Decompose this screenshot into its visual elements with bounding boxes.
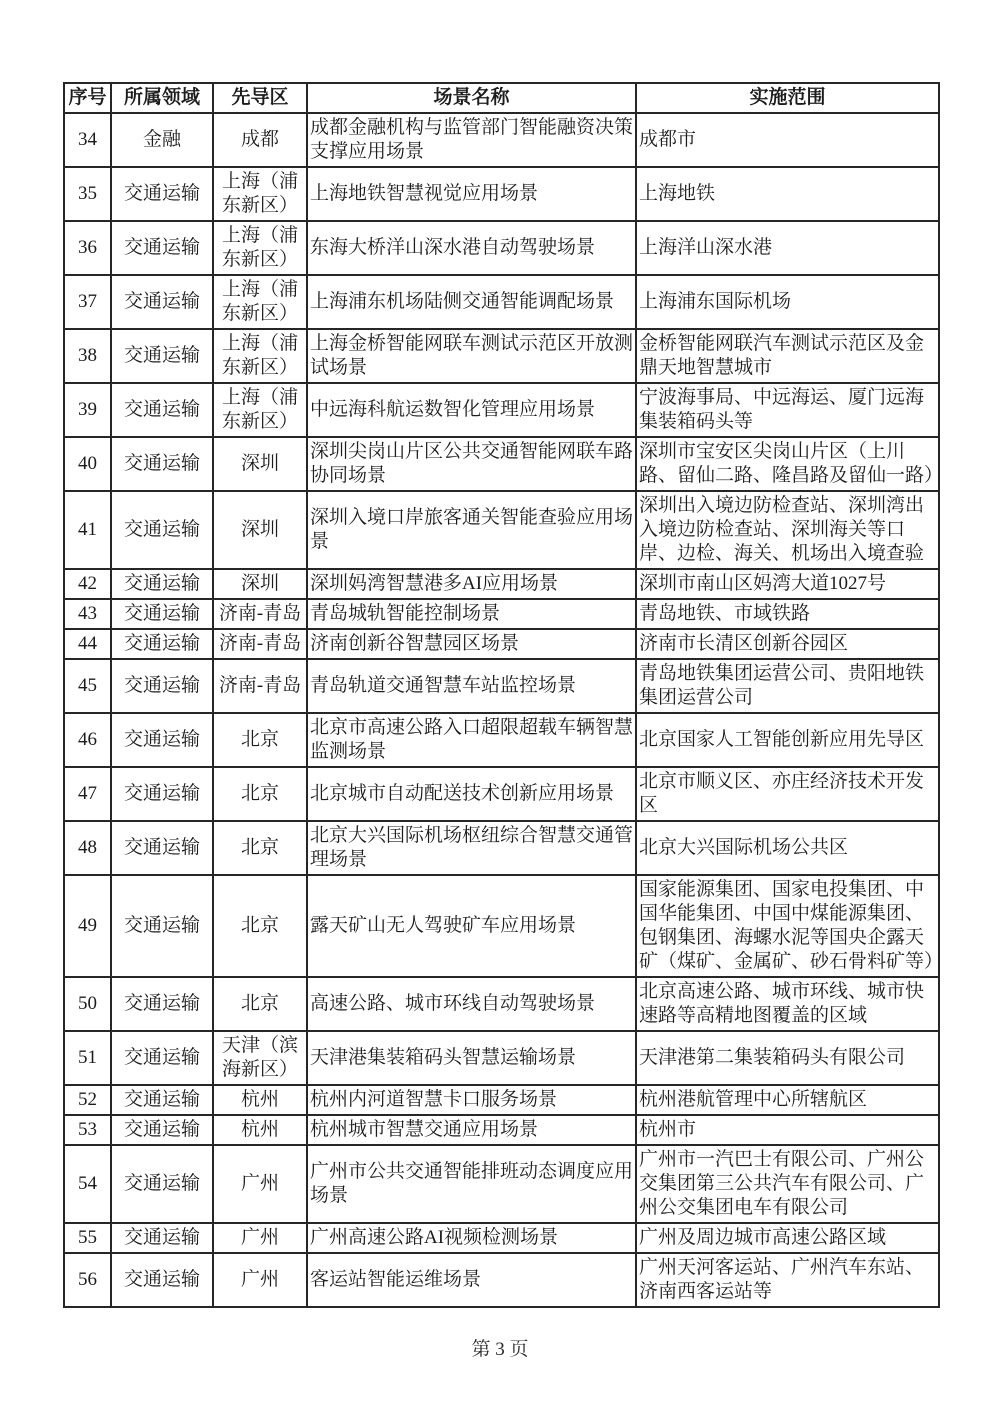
cell-scene-name: 杭州城市智慧交通应用场景 (307, 1115, 636, 1145)
cell-serial-number: 44 (64, 629, 111, 659)
cell-scene-name: 深圳妈湾智慧港多AI应用场景 (307, 569, 636, 599)
table-row (64, 767, 939, 821)
cell-implementation-scope: 上海浦东国际机场 (636, 275, 939, 329)
table-row (64, 167, 939, 221)
column-header-pilot-zone: 先导区 (213, 83, 307, 113)
table-row (64, 275, 939, 329)
table-row (64, 113, 939, 167)
cell-implementation-scope: 杭州市 (636, 1115, 939, 1145)
cell-scene-name: 中远海科航运数智化管理应用场景 (307, 383, 636, 437)
cell-serial-number: 56 (64, 1253, 111, 1307)
cell-implementation-scope: 成都市 (636, 113, 939, 167)
cell-serial-number: 39 (64, 383, 111, 437)
cell-scene-name: 济南创新谷智慧园区场景 (307, 629, 636, 659)
cell-scene-name: 广州市公共交通智能排班动态调度应用场景 (307, 1145, 636, 1223)
cell-serial-number: 47 (64, 767, 111, 821)
table-row (64, 977, 939, 1031)
cell-implementation-scope: 北京国家人工智能创新应用先导区 (636, 713, 939, 767)
cell-serial-number: 37 (64, 275, 111, 329)
cell-pilot-zone: 上海（浦东新区） (213, 167, 307, 221)
cell-pilot-zone: 深圳 (213, 437, 307, 491)
column-header-serial-number: 序号 (64, 83, 111, 113)
cell-scene-name: 上海金桥智能网联车测试示范区开放测试场景 (307, 329, 636, 383)
scenario-table (63, 82, 944, 1308)
cell-pilot-zone: 深圳 (213, 569, 307, 599)
cell-scene-name: 客运站智能运维场景 (307, 1253, 636, 1307)
cell-domain: 交通运输 (111, 1145, 213, 1223)
cell-pilot-zone: 北京 (213, 767, 307, 821)
cell-implementation-scope: 天津港第二集装箱码头有限公司 (636, 1031, 939, 1085)
cell-domain: 交通运输 (111, 599, 213, 629)
cell-scene-name: 上海地铁智慧视觉应用场景 (307, 167, 636, 221)
cell-scene-name: 深圳尖岗山片区公共交通智能网联车路协同场景 (307, 437, 636, 491)
cell-domain: 交通运输 (111, 1223, 213, 1253)
table-row (64, 1145, 939, 1223)
cell-serial-number: 54 (64, 1145, 111, 1223)
cell-domain: 交通运输 (111, 821, 213, 875)
column-header-scene-name: 场景名称 (307, 83, 636, 113)
table-row (64, 569, 939, 599)
cell-scene-name: 天津港集装箱码头智慧运输场景 (307, 1031, 636, 1085)
cell-domain: 交通运输 (111, 1085, 213, 1115)
cell-domain: 交通运输 (111, 767, 213, 821)
cell-scene-name: 上海浦东机场陆侧交通智能调配场景 (307, 275, 636, 329)
cell-domain: 交通运输 (111, 221, 213, 275)
cell-pilot-zone: 广州 (213, 1223, 307, 1253)
cell-domain: 交通运输 (111, 491, 213, 569)
cell-domain: 交通运输 (111, 659, 213, 713)
table-row (64, 659, 939, 713)
cell-scene-name: 青岛城轨智能控制场景 (307, 599, 636, 629)
cell-implementation-scope: 国家能源集团、国家电投集团、中国华能集团、中国中煤能源集团、包钢集团、海螺水泥等国央企露天矿（煤矿、金属矿、砂石骨料矿等） (636, 875, 939, 977)
cell-serial-number: 50 (64, 977, 111, 1031)
column-header-implementation-scope: 实施范围 (636, 83, 939, 113)
table-header-row (64, 83, 939, 113)
cell-implementation-scope: 北京大兴国际机场公共区 (636, 821, 939, 875)
cell-domain: 交通运输 (111, 875, 213, 977)
cell-pilot-zone: 北京 (213, 875, 307, 977)
cell-domain: 交通运输 (111, 713, 213, 767)
table-row (64, 599, 939, 629)
cell-implementation-scope: 广州天河客运站、广州汽车东站、济南西客运站等 (636, 1253, 939, 1307)
cell-serial-number: 36 (64, 221, 111, 275)
cell-domain: 交通运输 (111, 629, 213, 659)
cell-scene-name: 杭州内河道智慧卡口服务场景 (307, 1085, 636, 1115)
cell-domain: 交通运输 (111, 167, 213, 221)
cell-domain: 交通运输 (111, 437, 213, 491)
cell-scene-name: 北京大兴国际机场枢纽综合智慧交通管理场景 (307, 821, 636, 875)
cell-pilot-zone: 北京 (213, 821, 307, 875)
cell-implementation-scope: 济南市长清区创新谷园区 (636, 629, 939, 659)
table-row (64, 1253, 939, 1307)
table-row (64, 821, 939, 875)
cell-serial-number: 48 (64, 821, 111, 875)
cell-pilot-zone: 天津（滨海新区） (213, 1031, 307, 1085)
cell-implementation-scope: 深圳市南山区妈湾大道1027号 (636, 569, 939, 599)
table-row (64, 437, 939, 491)
cell-serial-number: 34 (64, 113, 111, 167)
cell-implementation-scope: 杭州港航管理中心所辖航区 (636, 1085, 939, 1115)
cell-pilot-zone: 广州 (213, 1145, 307, 1223)
cell-scene-name: 露天矿山无人驾驶矿车应用场景 (307, 875, 636, 977)
cell-implementation-scope: 宁波海事局、中远海运、厦门远海集装箱码头等 (636, 383, 939, 437)
cell-pilot-zone: 济南-青岛 (213, 659, 307, 713)
cell-implementation-scope: 深圳市宝安区尖岗山片区（上川路、留仙二路、隆昌路及留仙一路） (636, 437, 939, 491)
cell-scene-name: 成都金融机构与监管部门智能融资决策支撑应用场景 (307, 113, 636, 167)
table-row (64, 1085, 939, 1115)
cell-pilot-zone: 北京 (213, 977, 307, 1031)
cell-implementation-scope: 广州及周边城市高速公路区域 (636, 1223, 939, 1253)
cell-pilot-zone: 济南-青岛 (213, 599, 307, 629)
column-header-domain: 所属领域 (111, 83, 213, 113)
page-number: 第 3 页 (471, 1339, 529, 1360)
table-row (64, 875, 939, 977)
cell-serial-number: 52 (64, 1085, 111, 1115)
cell-scene-name: 青岛轨道交通智慧车站监控场景 (307, 659, 636, 713)
cell-serial-number: 49 (64, 875, 111, 977)
cell-serial-number: 41 (64, 491, 111, 569)
cell-pilot-zone: 杭州 (213, 1115, 307, 1145)
cell-serial-number: 45 (64, 659, 111, 713)
cell-serial-number: 55 (64, 1223, 111, 1253)
cell-scene-name: 深圳入境口岸旅客通关智能查验应用场景 (307, 491, 636, 569)
cell-domain: 交通运输 (111, 329, 213, 383)
cell-domain: 交通运输 (111, 977, 213, 1031)
table-row (64, 1223, 939, 1253)
cell-implementation-scope: 上海地铁 (636, 167, 939, 221)
cell-domain: 交通运输 (111, 569, 213, 599)
cell-serial-number: 43 (64, 599, 111, 629)
cell-scene-name: 广州高速公路AI视频检测场景 (307, 1223, 636, 1253)
cell-scene-name: 北京城市自动配送技术创新应用场景 (307, 767, 636, 821)
cell-pilot-zone: 深圳 (213, 491, 307, 569)
cell-implementation-scope: 广州市一汽巴士有限公司、广州公交集团第三公共汽车有限公司、广州公交集团电车有限公司 (636, 1145, 939, 1223)
cell-scene-name: 北京市高速公路入口超限超载车辆智慧监测场景 (307, 713, 636, 767)
table-row (64, 221, 939, 275)
cell-serial-number: 53 (64, 1115, 111, 1145)
cell-domain: 交通运输 (111, 1115, 213, 1145)
cell-implementation-scope: 金桥智能网联汽车测试示范区及金鼎天地智慧城市 (636, 329, 939, 383)
cell-pilot-zone: 上海（浦东新区） (213, 221, 307, 275)
cell-scene-name: 东海大桥洋山深水港自动驾驶场景 (307, 221, 636, 275)
cell-serial-number: 51 (64, 1031, 111, 1085)
cell-domain: 金融 (111, 113, 213, 167)
table-row (64, 1031, 939, 1085)
cell-domain: 交通运输 (111, 275, 213, 329)
cell-serial-number: 35 (64, 167, 111, 221)
table-row (64, 1115, 939, 1145)
cell-pilot-zone: 广州 (213, 1253, 307, 1307)
cell-serial-number: 40 (64, 437, 111, 491)
cell-pilot-zone: 上海（浦东新区） (213, 275, 307, 329)
cell-implementation-scope: 深圳出入境边防检查站、深圳湾出入境边防检查站、深圳海关等口岸、边检、海关、机场出入境查验 (636, 491, 939, 569)
cell-scene-name: 高速公路、城市环线自动驾驶场景 (307, 977, 636, 1031)
cell-pilot-zone: 上海（浦东新区） (213, 383, 307, 437)
cell-pilot-zone: 北京 (213, 713, 307, 767)
cell-domain: 交通运输 (111, 1031, 213, 1085)
cell-implementation-scope: 北京高速公路、城市环线、城市快速路等高精地图覆盖的区域 (636, 977, 939, 1031)
cell-domain: 交通运输 (111, 383, 213, 437)
cell-implementation-scope: 北京市顺义区、亦庄经济技术开发区 (636, 767, 939, 821)
table-row (64, 329, 939, 383)
table-row (64, 713, 939, 767)
cell-serial-number: 42 (64, 569, 111, 599)
cell-serial-number: 38 (64, 329, 111, 383)
cell-implementation-scope: 上海洋山深水港 (636, 221, 939, 275)
cell-pilot-zone: 上海（浦东新区） (213, 329, 307, 383)
cell-implementation-scope: 青岛地铁集团运营公司、贵阳地铁集团运营公司 (636, 659, 939, 713)
cell-pilot-zone: 成都 (213, 113, 307, 167)
cell-pilot-zone: 杭州 (213, 1085, 307, 1115)
table-row (64, 629, 939, 659)
cell-implementation-scope: 青岛地铁、市域铁路 (636, 599, 939, 629)
table-row (64, 491, 939, 569)
table-row (64, 383, 939, 437)
cell-serial-number: 46 (64, 713, 111, 767)
cell-pilot-zone: 济南-青岛 (213, 629, 307, 659)
cell-domain: 交通运输 (111, 1253, 213, 1307)
